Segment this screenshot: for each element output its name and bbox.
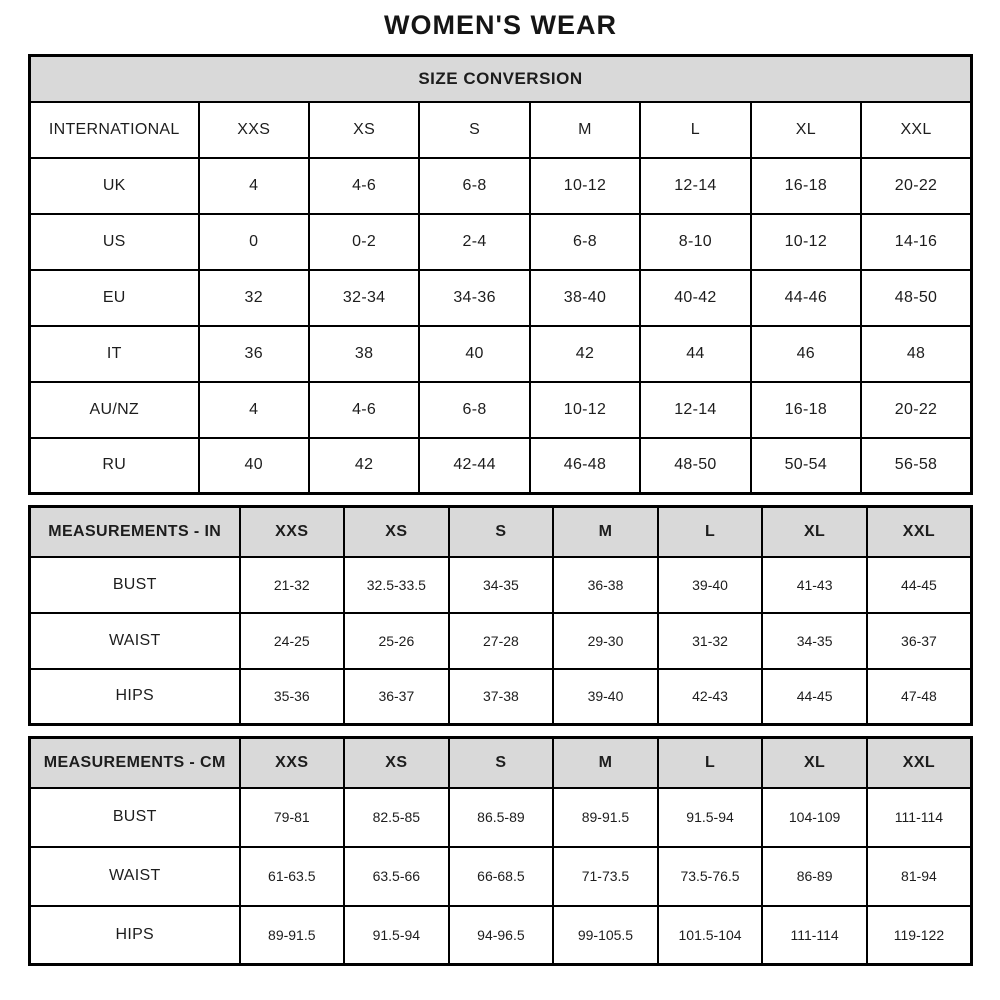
measurements-cm-row-bust <box>30 788 972 847</box>
cell-ru-xxs: 40 <box>199 438 309 494</box>
cell-uk-xs: 4-6 <box>309 158 419 214</box>
cell-eu-l: 40-42 <box>640 270 750 326</box>
cell-bust-s: 86.5-89 <box>449 788 554 847</box>
cell-us-xs: 0-2 <box>309 214 419 270</box>
size-header-xl: XL <box>751 102 861 158</box>
cell-uk-m: 10-12 <box>530 158 640 214</box>
cell-it-xxl: 48 <box>861 326 971 382</box>
cell-bust-l: 39-40 <box>658 557 763 613</box>
cell-us-m: 6-8 <box>530 214 640 270</box>
size-conversion-title-row <box>30 56 972 102</box>
measurements-cm-table <box>28 736 973 966</box>
size-conversion-row-ru <box>30 438 972 494</box>
cell-ru-xxl: 56-58 <box>861 438 971 494</box>
cell-hips-xs: 36-37 <box>344 669 449 725</box>
size-conversion-row-au-nz <box>30 382 972 438</box>
measurements-in-row-hips <box>30 669 972 725</box>
cell-uk-xxs: 4 <box>199 158 309 214</box>
cell-eu-xxl: 48-50 <box>861 270 971 326</box>
size-conversion-table <box>28 54 973 495</box>
cell-eu-m: 38-40 <box>530 270 640 326</box>
size-conversion-header-row <box>30 102 972 158</box>
row-label-waist: WAIST <box>30 847 240 906</box>
cell-au-nz-xxl: 20-22 <box>861 382 971 438</box>
cell-hips-l: 101.5-104 <box>658 906 763 965</box>
cell-waist-xxl: 36-37 <box>867 613 972 669</box>
cell-ru-l: 48-50 <box>640 438 750 494</box>
cell-waist-xxl: 81-94 <box>867 847 972 906</box>
cell-it-xl: 46 <box>751 326 861 382</box>
measurements-in-table <box>28 505 973 726</box>
cell-it-m: 42 <box>530 326 640 382</box>
size-header-s: S <box>419 102 529 158</box>
cell-hips-xs: 91.5-94 <box>344 906 449 965</box>
cell-bust-xxs: 21-32 <box>240 557 345 613</box>
row-label-us: US <box>30 214 199 270</box>
row-label-hips: HIPS <box>30 669 240 725</box>
size-header-xs: XS <box>344 738 449 788</box>
cell-eu-s: 34-36 <box>419 270 529 326</box>
cell-it-xs: 38 <box>309 326 419 382</box>
cell-bust-l: 91.5-94 <box>658 788 763 847</box>
size-header-xs: XS <box>344 507 449 557</box>
row-label-hips: HIPS <box>30 906 240 965</box>
size-conversion-row-eu <box>30 270 972 326</box>
cell-waist-l: 73.5-76.5 <box>658 847 763 906</box>
measurements-cm-header-row <box>30 738 972 788</box>
cell-waist-l: 31-32 <box>658 613 763 669</box>
cell-uk-l: 12-14 <box>640 158 750 214</box>
size-header-xxs: XXS <box>199 102 309 158</box>
size-conversion-heading: SIZE CONVERSION <box>30 56 972 102</box>
row-label-ru: RU <box>30 438 199 494</box>
cell-uk-s: 6-8 <box>419 158 529 214</box>
measurements-in-row-waist <box>30 613 972 669</box>
cell-hips-m: 39-40 <box>553 669 658 725</box>
size-header-xxl: XXL <box>867 507 972 557</box>
cell-bust-xl: 104-109 <box>762 788 867 847</box>
size-header-s: S <box>449 507 554 557</box>
size-header-m: M <box>530 102 640 158</box>
cell-hips-xxl: 119-122 <box>867 906 972 965</box>
size-header-xxs: XXS <box>240 507 345 557</box>
row-label-it: IT <box>30 326 199 382</box>
cell-waist-xl: 34-35 <box>762 613 867 669</box>
measurements-in-header-row <box>30 507 972 557</box>
cell-bust-s: 34-35 <box>449 557 554 613</box>
cell-bust-m: 36-38 <box>553 557 658 613</box>
cell-ru-m: 46-48 <box>530 438 640 494</box>
cell-it-s: 40 <box>419 326 529 382</box>
cell-hips-xxl: 47-48 <box>867 669 972 725</box>
cell-ru-s: 42-44 <box>419 438 529 494</box>
row-label-bust: BUST <box>30 788 240 847</box>
cell-au-nz-m: 10-12 <box>530 382 640 438</box>
cell-waist-xs: 63.5-66 <box>344 847 449 906</box>
cell-waist-xxs: 61-63.5 <box>240 847 345 906</box>
size-conversion-row-uk <box>30 158 972 214</box>
cell-hips-l: 42-43 <box>658 669 763 725</box>
cell-eu-xl: 44-46 <box>751 270 861 326</box>
cell-eu-xxs: 32 <box>199 270 309 326</box>
cell-waist-xxs: 24-25 <box>240 613 345 669</box>
size-conversion-body <box>30 158 972 494</box>
row-label-eu: EU <box>30 270 199 326</box>
cell-us-l: 8-10 <box>640 214 750 270</box>
cell-uk-xl: 16-18 <box>751 158 861 214</box>
row-label-uk: UK <box>30 158 199 214</box>
cell-au-nz-s: 6-8 <box>419 382 529 438</box>
measurements-cm-body <box>30 788 972 965</box>
cell-bust-xxl: 44-45 <box>867 557 972 613</box>
cell-bust-xl: 41-43 <box>762 557 867 613</box>
size-header-xxl: XXL <box>867 738 972 788</box>
row-label-au-nz: AU/NZ <box>30 382 199 438</box>
cell-uk-xxl: 20-22 <box>861 158 971 214</box>
measurements-in-body <box>30 557 972 725</box>
size-conversion-row-it <box>30 326 972 382</box>
measurements-cm-row-waist <box>30 847 972 906</box>
cell-waist-m: 71-73.5 <box>553 847 658 906</box>
size-conversion-corner-label: INTERNATIONAL <box>30 102 199 158</box>
size-conversion-row-us <box>30 214 972 270</box>
size-header-xxl: XXL <box>861 102 971 158</box>
cell-hips-s: 94-96.5 <box>449 906 554 965</box>
cell-au-nz-xs: 4-6 <box>309 382 419 438</box>
measurements-in-row-bust <box>30 557 972 613</box>
size-header-xl: XL <box>762 507 867 557</box>
measurements-in-corner-label: MEASUREMENTS - IN <box>30 507 240 557</box>
row-label-waist: WAIST <box>30 613 240 669</box>
page-title: WOMEN'S WEAR <box>384 10 617 40</box>
cell-hips-xl: 111-114 <box>762 906 867 965</box>
cell-eu-xs: 32-34 <box>309 270 419 326</box>
cell-hips-s: 37-38 <box>449 669 554 725</box>
size-header-l: L <box>658 507 763 557</box>
cell-hips-xxs: 35-36 <box>240 669 345 725</box>
size-header-xxs: XXS <box>240 738 345 788</box>
cell-au-nz-xl: 16-18 <box>751 382 861 438</box>
cell-waist-m: 29-30 <box>553 613 658 669</box>
cell-hips-xl: 44-45 <box>762 669 867 725</box>
size-header-m: M <box>553 507 658 557</box>
cell-au-nz-l: 12-14 <box>640 382 750 438</box>
cell-au-nz-xxs: 4 <box>199 382 309 438</box>
cell-us-xxl: 14-16 <box>861 214 971 270</box>
cell-hips-xxs: 89-91.5 <box>240 906 345 965</box>
cell-bust-xxs: 79-81 <box>240 788 345 847</box>
cell-waist-s: 66-68.5 <box>449 847 554 906</box>
measurements-cm-row-hips <box>30 906 972 965</box>
cell-ru-xs: 42 <box>309 438 419 494</box>
cell-waist-s: 27-28 <box>449 613 554 669</box>
cell-us-xxs: 0 <box>199 214 309 270</box>
cell-it-l: 44 <box>640 326 750 382</box>
size-header-xl: XL <box>762 738 867 788</box>
cell-ru-xl: 50-54 <box>751 438 861 494</box>
size-header-l: L <box>658 738 763 788</box>
cell-us-xl: 10-12 <box>751 214 861 270</box>
row-label-bust: BUST <box>30 557 240 613</box>
size-header-m: M <box>553 738 658 788</box>
cell-waist-xs: 25-26 <box>344 613 449 669</box>
cell-waist-xl: 86-89 <box>762 847 867 906</box>
cell-bust-xxl: 111-114 <box>867 788 972 847</box>
size-header-xs: XS <box>309 102 419 158</box>
cell-hips-m: 99-105.5 <box>553 906 658 965</box>
cell-bust-m: 89-91.5 <box>553 788 658 847</box>
cell-bust-xs: 32.5-33.5 <box>344 557 449 613</box>
cell-us-s: 2-4 <box>419 214 529 270</box>
cell-bust-xs: 82.5-85 <box>344 788 449 847</box>
size-header-l: L <box>640 102 750 158</box>
measurements-cm-corner-label: MEASUREMENTS - CM <box>30 738 240 788</box>
cell-it-xxs: 36 <box>199 326 309 382</box>
size-header-s: S <box>449 738 554 788</box>
